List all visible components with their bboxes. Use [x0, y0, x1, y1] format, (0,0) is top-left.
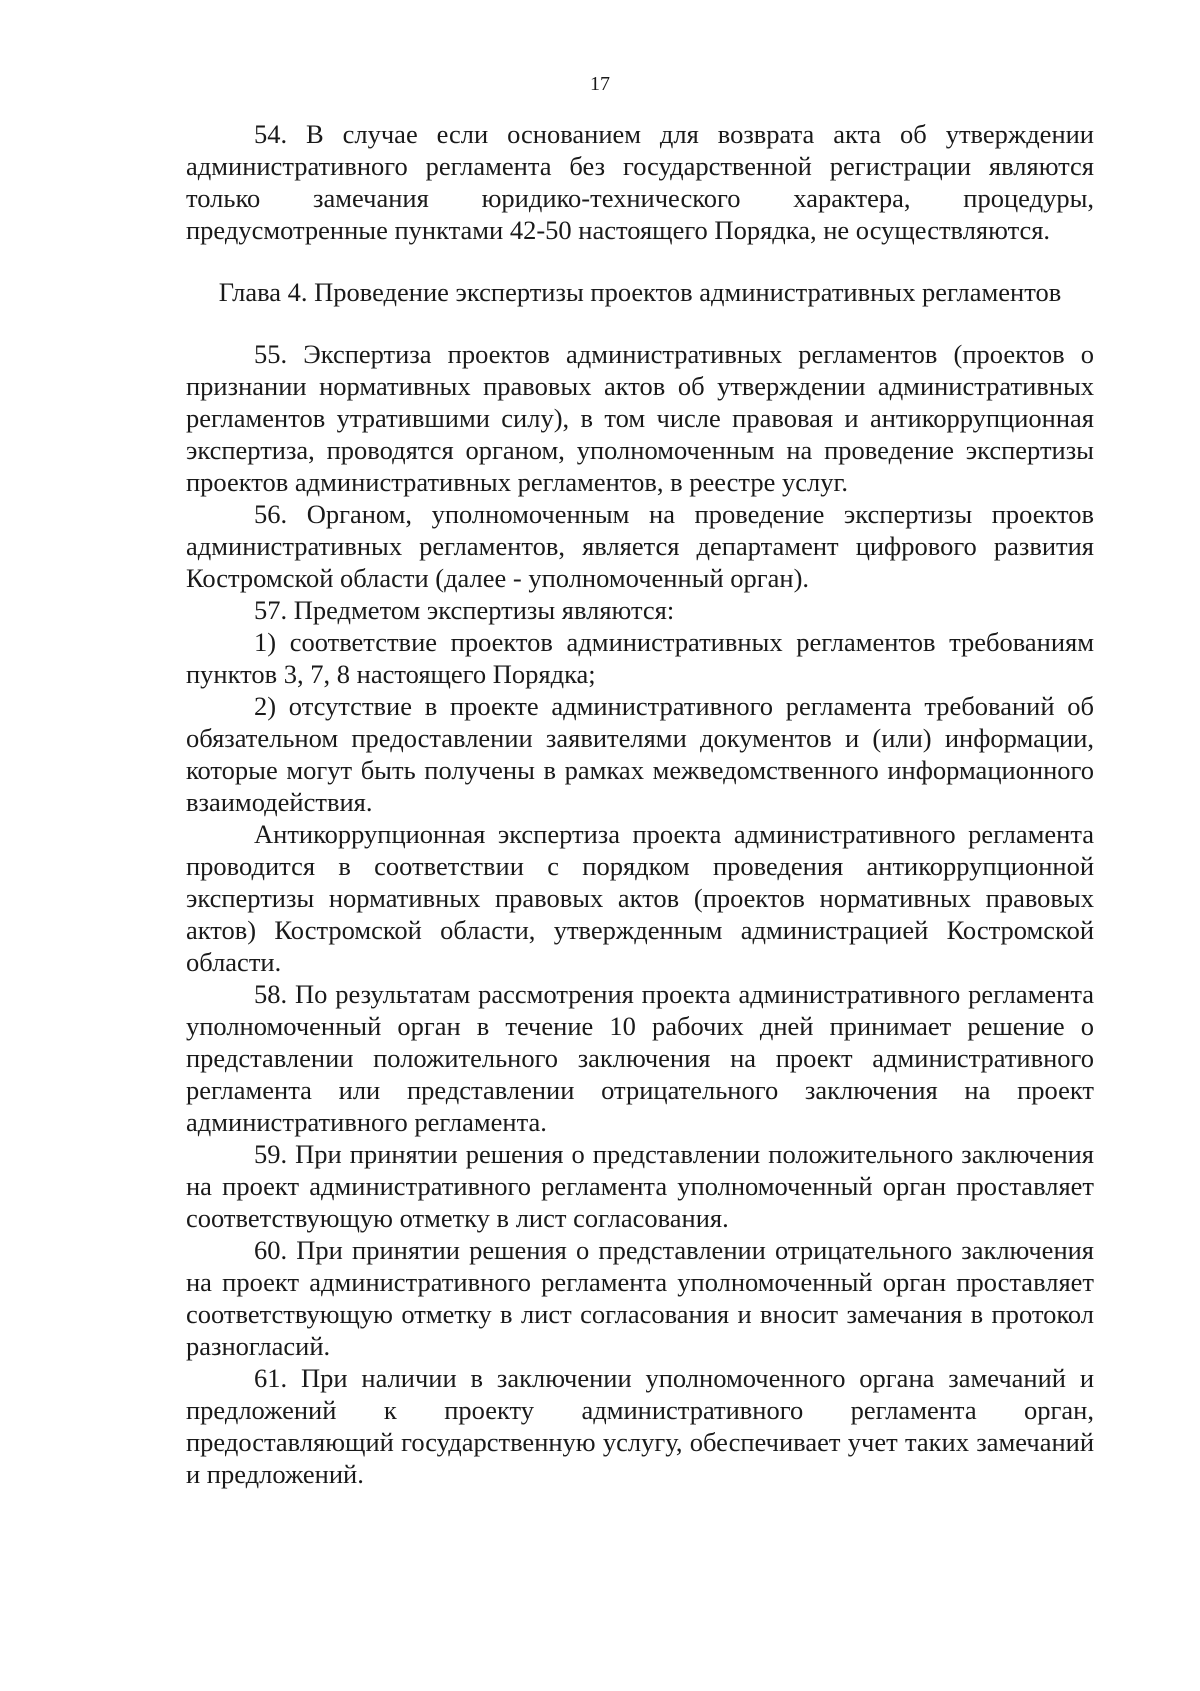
paragraph-60: 60. При принятии решения о представлении отрицательного заключения на проект административного регламента уполномоченный орган проставляет соответствующую отметку в лист согласования и вносит замечания в протокол разногласий.: [186, 1235, 1094, 1361]
paragraph-56: 56. Органом, уполномоченным на проведение экспертизы проектов административных регламентов, является департамент цифрового развития Костромской области (далее - уполномоченный орган).: [186, 499, 1094, 593]
paragraph-58: 58. По результатам рассмотрения проекта административного регламента уполномоченный орган в течение 10 рабочих дней принимает решение о представлении положительного заключения на проект административного регламента или представлении отрицательного заключения на проект административного регламента.: [186, 979, 1094, 1137]
paragraph-59: 59. При принятии решения о представлении положительного заключения на проект административного регламента уполномоченный орган проставляет соответствующую отметку в лист согласования.: [186, 1139, 1094, 1233]
paragraph-54: 54. В случае если основанием для возврата акта об утверждении административного регламента без государственной регистрации являются только замечания юридико-технического характера, процедуры, предусмотренные пунктами 42-50 настоящего Порядка, не осуществляются.: [186, 119, 1094, 245]
paragraph-61: 61. При наличии в заключении уполномоченного органа замечаний и предложений к проекту административного регламента орган, предоставляющий государственную услугу, обеспечивает учет таких замечаний и предложений.: [186, 1363, 1094, 1489]
document-body: [186, 118, 1094, 1490]
paragraph-57: 57. Предметом экспертизы являются:: [254, 595, 675, 625]
paragraph-55: 55. Экспертиза проектов административных регламентов (проектов о признании нормативных правовых актов об утверждении административных регламентов утратившими силу), в том числе правовая и антикоррупционная экспертиза, проводятся органом, уполномоченным на проведение экспертизы проектов административных регламентов, в реестре услуг.: [186, 339, 1094, 497]
page-number: 17: [590, 73, 610, 95]
chapter-heading: Глава 4. Проведение экспертизы проектов административных регламентов: [218, 277, 1062, 307]
paragraph-anticorruption: Антикоррупционная экспертиза проекта административного регламента проводится в соответствии с порядком проведения антикоррупционной экспертизы нормативных правовых актов (проектов нормативных правовых актов) Костромской области, утвержденным администрацией Костромской области.: [186, 819, 1094, 977]
paragraph-57-item-1: 1) соответствие проектов административных регламентов требованиям пунктов 3, 7, 8 настоящего Порядка;: [186, 627, 1094, 689]
paragraph-57-item-2: 2) отсутствие в проекте административного регламента требований об обязательном предоставлении заявителями документов и (или) информации, которые могут быть получены в рамках межведомственного информационного взаимодействия.: [186, 691, 1094, 817]
